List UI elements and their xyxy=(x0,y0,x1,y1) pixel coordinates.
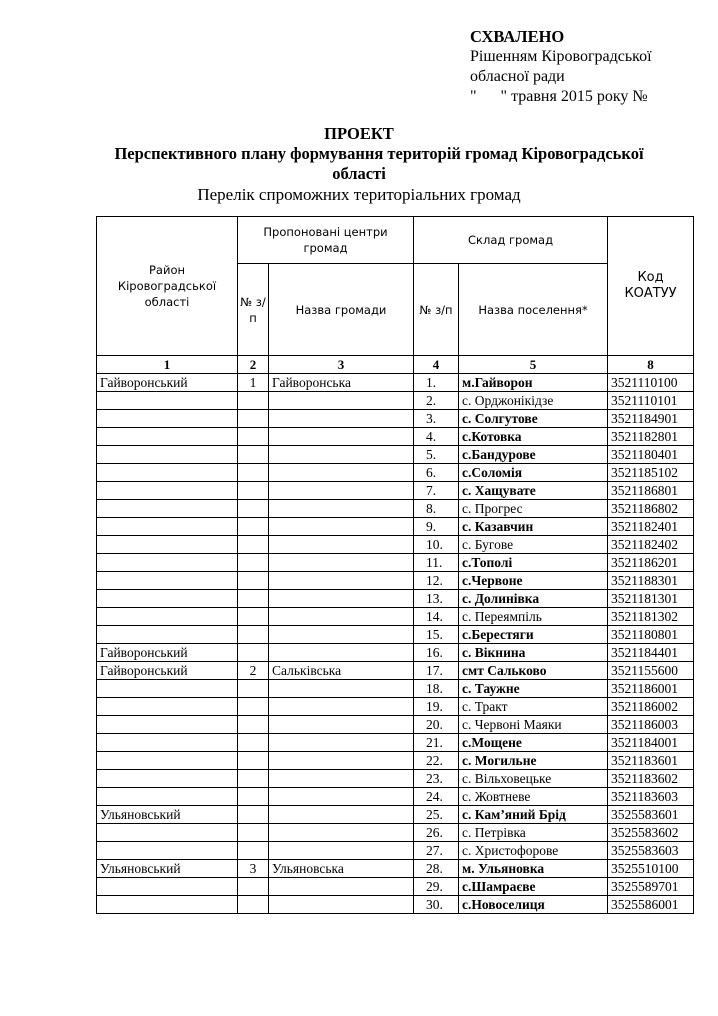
community-name-cell xyxy=(269,518,414,536)
community-name-cell xyxy=(269,896,414,914)
table-row xyxy=(97,428,694,446)
koatuu-code-cell: 3521183602 xyxy=(608,770,694,788)
district-cell xyxy=(97,482,238,500)
community-name-cell xyxy=(269,842,414,860)
koatuu-code-cell: 3525583602 xyxy=(608,824,694,842)
district-cell: Ульяновський xyxy=(97,860,238,878)
settlement-name-cell: с. Таужне xyxy=(459,680,608,698)
settlement-index-cell: 9. xyxy=(414,518,459,536)
settlement-name-cell: с.Червоне xyxy=(459,572,608,590)
settlement-name-cell: с.Бандурове xyxy=(459,446,608,464)
district-cell xyxy=(97,608,238,626)
column-number: 5 xyxy=(459,356,608,374)
column-number: 1 xyxy=(97,356,238,374)
settlement-name-cell: с. Прогрес xyxy=(459,500,608,518)
community-name-cell xyxy=(269,824,414,842)
settlement-index-cell: 5. xyxy=(414,446,459,464)
community-name-cell xyxy=(269,482,414,500)
settlement-name-cell: с. Червоні Маяки xyxy=(459,716,608,734)
district-cell xyxy=(97,680,238,698)
koatuu-code-cell: 3525586001 xyxy=(608,896,694,914)
approval-block xyxy=(470,27,652,107)
community-number-cell xyxy=(238,824,269,842)
settlement-name-cell: с. Тракт xyxy=(459,698,608,716)
community-number-cell xyxy=(238,500,269,518)
community-name-cell xyxy=(269,716,414,734)
settlement-index-cell: 7. xyxy=(414,482,459,500)
community-number-cell xyxy=(238,680,269,698)
community-number-cell: 2 xyxy=(238,662,269,680)
settlement-name-cell: с.Новоселиця xyxy=(459,896,608,914)
header-koatuu: Код КОАТУУ xyxy=(608,217,694,356)
table-row xyxy=(97,464,694,482)
table-row xyxy=(97,374,694,392)
settlement-name-cell: с. Кам’яний Брід xyxy=(459,806,608,824)
table-row xyxy=(97,590,694,608)
community-name-cell xyxy=(269,878,414,896)
table-row xyxy=(97,572,694,590)
community-number-cell xyxy=(238,806,269,824)
district-cell xyxy=(97,878,238,896)
settlement-index-cell: 15. xyxy=(414,626,459,644)
table-row xyxy=(97,518,694,536)
community-name-cell xyxy=(269,806,414,824)
community-number-cell xyxy=(238,590,269,608)
settlement-name-cell: с. Солгутове xyxy=(459,410,608,428)
table-row xyxy=(97,626,694,644)
approval-line-3: " " травня 2015 року № xyxy=(470,88,648,105)
settlement-index-cell: 25. xyxy=(414,806,459,824)
settlement-name-cell: с.Берестяги xyxy=(459,626,608,644)
settlement-name-cell: с.Тополі xyxy=(459,554,608,572)
koatuu-code-cell: 3521110100 xyxy=(608,374,694,392)
district-cell: Гайворонський xyxy=(97,662,238,680)
community-number-cell xyxy=(238,842,269,860)
table-row xyxy=(97,806,694,824)
community-number-cell xyxy=(238,482,269,500)
column-number: 3 xyxy=(269,356,414,374)
settlement-index-cell: 24. xyxy=(414,788,459,806)
settlement-index-cell: 27. xyxy=(414,842,459,860)
document-title xyxy=(0,124,718,205)
koatuu-code-cell: 3521181302 xyxy=(608,608,694,626)
settlement-index-cell: 28. xyxy=(414,860,459,878)
district-cell xyxy=(97,392,238,410)
district-cell xyxy=(97,896,238,914)
community-name-cell xyxy=(269,392,414,410)
community-number-cell xyxy=(238,788,269,806)
koatuu-code-cell: 3521110101 xyxy=(608,392,694,410)
district-cell: Ульяновський xyxy=(97,806,238,824)
koatuu-code-cell: 3521155600 xyxy=(608,662,694,680)
title-line-3: Перелік спроможних територіальних громад xyxy=(197,185,521,204)
community-name-cell: Ульяновська xyxy=(269,860,414,878)
koatuu-code-cell: 3521186001 xyxy=(608,680,694,698)
community-name-cell xyxy=(269,428,414,446)
district-cell xyxy=(97,428,238,446)
koatuu-code-cell: 3521186801 xyxy=(608,482,694,500)
table-row xyxy=(97,896,694,914)
table-row xyxy=(97,842,694,860)
community-number-cell xyxy=(238,716,269,734)
koatuu-code-cell: 3521182402 xyxy=(608,536,694,554)
community-name-cell xyxy=(269,464,414,482)
table-row xyxy=(97,446,694,464)
community-number-cell xyxy=(238,752,269,770)
settlement-name-cell: с. Вільховецьке xyxy=(459,770,608,788)
community-name-cell xyxy=(269,410,414,428)
koatuu-code-cell: 3521182401 xyxy=(608,518,694,536)
district-cell xyxy=(97,500,238,518)
community-name-cell xyxy=(269,644,414,662)
community-name-cell xyxy=(269,446,414,464)
koatuu-code-cell: 3525583603 xyxy=(608,842,694,860)
community-name-cell: Гайворонська xyxy=(269,374,414,392)
koatuu-code-cell: 3525583601 xyxy=(608,806,694,824)
settlement-index-cell: 4. xyxy=(414,428,459,446)
community-name-cell xyxy=(269,698,414,716)
koatuu-code-cell: 3521185102 xyxy=(608,464,694,482)
table-row xyxy=(97,734,694,752)
district-cell xyxy=(97,518,238,536)
settlement-name-cell: с. Орджонікідзе xyxy=(459,392,608,410)
settlement-name-cell: с. Хащувате xyxy=(459,482,608,500)
koatuu-code-cell: 3521180401 xyxy=(608,446,694,464)
settlement-index-cell: 3. xyxy=(414,410,459,428)
table-row xyxy=(97,860,694,878)
koatuu-code-cell: 3521181301 xyxy=(608,590,694,608)
district-cell xyxy=(97,572,238,590)
district-cell xyxy=(97,554,238,572)
table-row xyxy=(97,500,694,518)
community-name-cell: Сальківська xyxy=(269,662,414,680)
community-number-cell xyxy=(238,464,269,482)
settlement-index-cell: 20. xyxy=(414,716,459,734)
column-number: 4 xyxy=(414,356,459,374)
approval-line-2: обласної ради xyxy=(470,68,565,85)
title-line-1: Перспективного плану формування територій громад Кіровоградської xyxy=(114,144,644,163)
koatuu-code-cell: 3521186002 xyxy=(608,698,694,716)
table-row xyxy=(97,698,694,716)
header-centers: Пропоновані центри громад xyxy=(238,217,414,264)
table-row xyxy=(97,824,694,842)
table-row xyxy=(97,644,694,662)
settlement-name-cell: м. Ульяновка xyxy=(459,860,608,878)
district-cell xyxy=(97,716,238,734)
koatuu-code-cell: 3521183601 xyxy=(608,752,694,770)
settlement-index-cell: 6. xyxy=(414,464,459,482)
settlement-index-cell: 2. xyxy=(414,392,459,410)
column-number: 2 xyxy=(238,356,269,374)
koatuu-code-cell: 3521184401 xyxy=(608,644,694,662)
table-row xyxy=(97,608,694,626)
community-name-cell xyxy=(269,608,414,626)
title-project: ПРОЕКТ xyxy=(324,124,394,143)
community-number-cell xyxy=(238,554,269,572)
community-number-cell xyxy=(238,770,269,788)
settlement-index-cell: 19. xyxy=(414,698,459,716)
settlement-index-cell: 29. xyxy=(414,878,459,896)
settlement-name-cell: с. Петрівка xyxy=(459,824,608,842)
table-row xyxy=(97,680,694,698)
community-number-cell xyxy=(238,878,269,896)
district-cell xyxy=(97,410,238,428)
table-row xyxy=(97,662,694,680)
community-name-cell xyxy=(269,536,414,554)
settlement-name-cell: с. Переямпіль xyxy=(459,608,608,626)
district-cell xyxy=(97,824,238,842)
settlement-name-cell: с. Могильне xyxy=(459,752,608,770)
settlement-name-cell: с.Шамраєве xyxy=(459,878,608,896)
community-number-cell xyxy=(238,608,269,626)
settlement-index-cell: 23. xyxy=(414,770,459,788)
approval-line-1: Рішенням Кіровоградської xyxy=(470,48,652,65)
header-settlement-name: Назва поселення* xyxy=(459,264,608,356)
district-cell xyxy=(97,536,238,554)
community-number-cell xyxy=(238,536,269,554)
settlement-name-cell: смт Сальково xyxy=(459,662,608,680)
koatuu-code-cell: 3525510100 xyxy=(608,860,694,878)
community-number-cell xyxy=(238,896,269,914)
community-name-cell xyxy=(269,572,414,590)
settlement-name-cell: с. Казавчин xyxy=(459,518,608,536)
settlement-name-cell: с.Котовка xyxy=(459,428,608,446)
table-row xyxy=(97,878,694,896)
district-cell xyxy=(97,842,238,860)
koatuu-code-cell: 3521188301 xyxy=(608,572,694,590)
koatuu-code-cell: 3521180801 xyxy=(608,626,694,644)
community-number-cell xyxy=(238,446,269,464)
community-name-cell xyxy=(269,554,414,572)
table-row xyxy=(97,482,694,500)
table-row xyxy=(97,536,694,554)
community-number-cell xyxy=(238,392,269,410)
column-number-row xyxy=(97,356,694,374)
district-cell xyxy=(97,788,238,806)
approval-heading: СХВАЛЕНО xyxy=(470,27,565,46)
community-number-cell xyxy=(238,644,269,662)
settlement-name-cell: с. Долинівка xyxy=(459,590,608,608)
table-row xyxy=(97,770,694,788)
community-number-cell: 1 xyxy=(238,374,269,392)
settlement-name-cell: с.Мощене xyxy=(459,734,608,752)
community-name-cell xyxy=(269,788,414,806)
settlement-index-cell: 18. xyxy=(414,680,459,698)
column-number: 8 xyxy=(608,356,694,374)
settlement-index-cell: 13. xyxy=(414,590,459,608)
community-number-cell xyxy=(238,410,269,428)
settlement-name-cell: с. Жовтневе xyxy=(459,788,608,806)
table-row xyxy=(97,788,694,806)
koatuu-code-cell: 3521184001 xyxy=(608,734,694,752)
settlement-index-cell: 21. xyxy=(414,734,459,752)
title-line-2: області xyxy=(332,164,386,183)
koatuu-code-cell: 3521186003 xyxy=(608,716,694,734)
settlement-index-cell: 26. xyxy=(414,824,459,842)
community-number-cell: 3 xyxy=(238,860,269,878)
community-number-cell xyxy=(238,626,269,644)
header-district: Район Кіровоградської області xyxy=(97,217,238,356)
district-cell: Гайворонський xyxy=(97,644,238,662)
koatuu-code-cell: 3521182801 xyxy=(608,428,694,446)
communities-table xyxy=(96,216,694,914)
settlement-index-cell: 14. xyxy=(414,608,459,626)
district-cell xyxy=(97,752,238,770)
settlement-index-cell: 16. xyxy=(414,644,459,662)
settlement-index-cell: 11. xyxy=(414,554,459,572)
settlement-index-cell: 10. xyxy=(414,536,459,554)
settlement-name-cell: с. Вікнина xyxy=(459,644,608,662)
koatuu-code-cell: 3521184901 xyxy=(608,410,694,428)
table-row xyxy=(97,392,694,410)
community-name-cell xyxy=(269,626,414,644)
community-name-cell xyxy=(269,590,414,608)
community-number-cell xyxy=(238,734,269,752)
district-cell: Гайворонський xyxy=(97,374,238,392)
district-cell xyxy=(97,734,238,752)
koatuu-code-cell: 3521186802 xyxy=(608,500,694,518)
settlement-index-cell: 30. xyxy=(414,896,459,914)
koatuu-code-cell: 3521186201 xyxy=(608,554,694,572)
koatuu-code-cell: 3521183603 xyxy=(608,788,694,806)
settlement-name-cell: с.Соломія xyxy=(459,464,608,482)
district-cell xyxy=(97,770,238,788)
district-cell xyxy=(97,590,238,608)
settlement-index-cell: 12. xyxy=(414,572,459,590)
settlement-name-cell: с. Христофорове xyxy=(459,842,608,860)
community-number-cell xyxy=(238,428,269,446)
community-name-cell xyxy=(269,500,414,518)
header-composition: Склад громад xyxy=(414,217,608,264)
settlement-name-cell: м.Гайворон xyxy=(459,374,608,392)
district-cell xyxy=(97,464,238,482)
district-cell xyxy=(97,698,238,716)
settlement-index-cell: 8. xyxy=(414,500,459,518)
settlement-name-cell: с. Бугове xyxy=(459,536,608,554)
settlement-index-cell: 17. xyxy=(414,662,459,680)
community-name-cell xyxy=(269,770,414,788)
district-cell xyxy=(97,446,238,464)
table-row xyxy=(97,410,694,428)
district-cell xyxy=(97,626,238,644)
community-number-cell xyxy=(238,572,269,590)
header-community-name: Назва громади xyxy=(269,264,414,356)
header-num-1: № з/п xyxy=(238,264,269,356)
settlement-index-cell: 1. xyxy=(414,374,459,392)
table-row xyxy=(97,716,694,734)
table-row xyxy=(97,554,694,572)
table-body xyxy=(97,374,694,914)
settlement-index-cell: 22. xyxy=(414,752,459,770)
community-number-cell xyxy=(238,698,269,716)
community-name-cell xyxy=(269,680,414,698)
community-name-cell xyxy=(269,752,414,770)
table-row xyxy=(97,752,694,770)
koatuu-code-cell: 3525589701 xyxy=(608,878,694,896)
header-num-2: № з/п xyxy=(414,264,459,356)
community-name-cell xyxy=(269,734,414,752)
community-number-cell xyxy=(238,518,269,536)
